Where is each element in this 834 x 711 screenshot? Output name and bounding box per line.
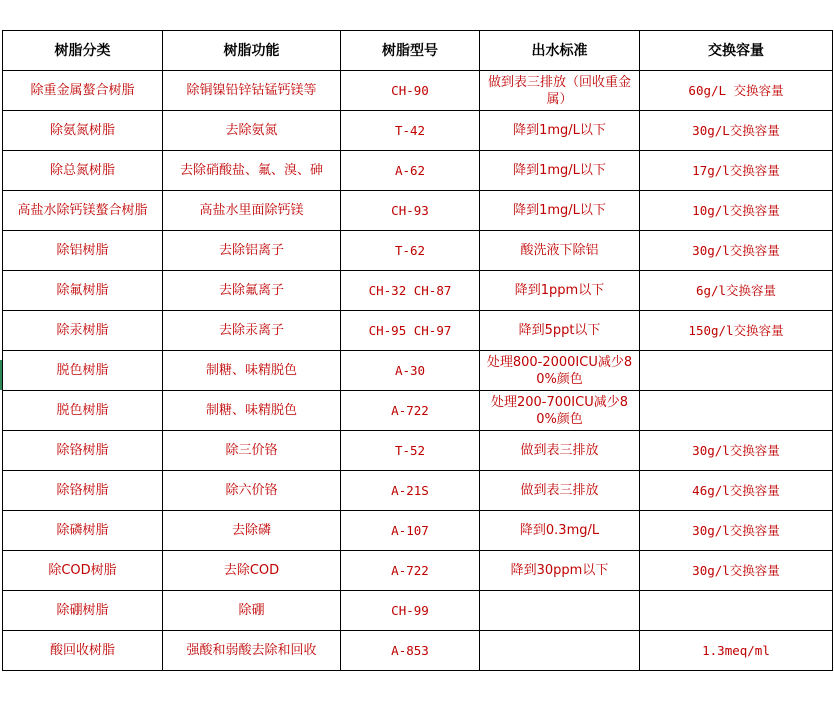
cell-effluent-standard[interactable]: 降到5ppt以下 [480, 311, 640, 351]
cell-exchange-capacity[interactable] [640, 391, 833, 431]
cell-exchange-capacity[interactable]: 30g/l交换容量 [640, 511, 833, 551]
cell-resin-category[interactable]: 酸回收树脂 [3, 631, 163, 671]
cell-exchange-capacity[interactable]: 30g/l交换容量 [640, 431, 833, 471]
table-row [3, 311, 833, 351]
cell-resin-model[interactable]: CH-99 [341, 591, 480, 631]
cell-exchange-capacity[interactable] [640, 351, 833, 391]
cell-resin-category[interactable]: 除氨氮树脂 [3, 111, 163, 151]
cell-resin-category[interactable]: 除汞树脂 [3, 311, 163, 351]
cell-resin-function[interactable]: 除铜镍铅锌钴锰钙镁等 [163, 71, 341, 111]
cell-resin-model[interactable]: CH-90 [341, 71, 480, 111]
cell-exchange-capacity[interactable]: 46g/l交换容量 [640, 471, 833, 511]
cell-resin-model[interactable]: A-30 [341, 351, 480, 391]
cell-resin-category[interactable]: 除重金属螯合树脂 [3, 71, 163, 111]
header-cell-resin-category[interactable]: 树脂分类 [3, 31, 163, 71]
cell-exchange-capacity[interactable] [640, 591, 833, 631]
cell-resin-model[interactable]: A-722 [341, 551, 480, 591]
resin-table [2, 30, 833, 671]
cell-resin-function[interactable]: 除六价铬 [163, 471, 341, 511]
cell-exchange-capacity[interactable]: 10g/l交换容量 [640, 191, 833, 231]
cell-resin-category[interactable]: 除磷树脂 [3, 511, 163, 551]
header-cell-resin-model[interactable]: 树脂型号 [341, 31, 480, 71]
cell-resin-category[interactable]: 除铬树脂 [3, 431, 163, 471]
cell-effluent-standard[interactable]: 降到1mg/L以下 [480, 151, 640, 191]
header-cell-resin-function[interactable]: 树脂功能 [163, 31, 341, 71]
cell-effluent-standard[interactable]: 做到表三排放 [480, 471, 640, 511]
table-row [3, 271, 833, 311]
cell-resin-category[interactable]: 脱色树脂 [3, 351, 163, 391]
cell-effluent-standard[interactable] [480, 591, 640, 631]
cell-effluent-standard[interactable]: 酸洗液下除铝 [480, 231, 640, 271]
table-row [3, 431, 833, 471]
cell-resin-function[interactable]: 去除氨氮 [163, 111, 341, 151]
cell-resin-function[interactable]: 去除汞离子 [163, 311, 341, 351]
cell-exchange-capacity[interactable]: 1.3meq/ml [640, 631, 833, 671]
table-row [3, 151, 833, 191]
cell-resin-model[interactable]: CH-32 CH-87 [341, 271, 480, 311]
cell-effluent-standard[interactable]: 处理800-2000ICU减少80%颜色 [480, 351, 640, 391]
cell-resin-category[interactable]: 除硼树脂 [3, 591, 163, 631]
cell-resin-function[interactable]: 除硼 [163, 591, 341, 631]
cell-resin-function[interactable]: 强酸和弱酸去除和回收 [163, 631, 341, 671]
header-row [3, 31, 833, 71]
header-cell-exchange-capacity[interactable]: 交换容量 [640, 31, 833, 71]
cell-effluent-standard[interactable]: 降到1mg/L以下 [480, 111, 640, 151]
cell-resin-model[interactable]: A-722 [341, 391, 480, 431]
table-row [3, 111, 833, 151]
table-row [3, 231, 833, 271]
table-row [3, 511, 833, 551]
cell-resin-function[interactable]: 去除磷 [163, 511, 341, 551]
cell-resin-function[interactable]: 制糖、味精脱色 [163, 351, 341, 391]
table-row [3, 471, 833, 511]
cell-resin-category[interactable]: 除COD树脂 [3, 551, 163, 591]
cell-resin-model[interactable]: A-107 [341, 511, 480, 551]
cell-resin-function[interactable]: 高盐水里面除钙镁 [163, 191, 341, 231]
cell-resin-category[interactable]: 除铬树脂 [3, 471, 163, 511]
cell-resin-function[interactable]: 去除硝酸盐、氟、溴、砷 [163, 151, 341, 191]
cell-effluent-standard[interactable]: 降到1mg/L以下 [480, 191, 640, 231]
cell-effluent-standard[interactable]: 处理200-700ICU减少80%颜色 [480, 391, 640, 431]
table-row [3, 351, 833, 391]
cell-resin-model[interactable]: T-62 [341, 231, 480, 271]
cell-resin-category[interactable]: 脱色树脂 [3, 391, 163, 431]
cell-resin-model[interactable]: CH-95 CH-97 [341, 311, 480, 351]
header-cell-effluent-standard[interactable]: 出水标准 [480, 31, 640, 71]
cell-exchange-capacity[interactable]: 6g/l交换容量 [640, 271, 833, 311]
cell-resin-function[interactable]: 去除氟离子 [163, 271, 341, 311]
cell-resin-model[interactable]: A-62 [341, 151, 480, 191]
cell-resin-model[interactable]: CH-93 [341, 191, 480, 231]
cell-exchange-capacity[interactable]: 30g/l交换容量 [640, 231, 833, 271]
cell-resin-function[interactable]: 去除铝离子 [163, 231, 341, 271]
cell-resin-category[interactable]: 除铝树脂 [3, 231, 163, 271]
cell-effluent-standard[interactable]: 做到表三排放 [480, 431, 640, 471]
cell-resin-category[interactable]: 除氟树脂 [3, 271, 163, 311]
cell-effluent-standard[interactable]: 做到表三排放（回收重金属） [480, 71, 640, 111]
cell-resin-category[interactable]: 高盐水除钙镁螯合树脂 [3, 191, 163, 231]
cell-exchange-capacity[interactable]: 150g/l交换容量 [640, 311, 833, 351]
cell-exchange-capacity[interactable]: 30g/l交换容量 [640, 551, 833, 591]
cell-resin-model[interactable]: A-21S [341, 471, 480, 511]
cell-effluent-standard[interactable]: 降到0.3mg/L [480, 511, 640, 551]
cell-resin-function[interactable]: 去除COD [163, 551, 341, 591]
cell-exchange-capacity[interactable]: 60g/L 交换容量 [640, 71, 833, 111]
table-row [3, 391, 833, 431]
table-row [3, 551, 833, 591]
cell-effluent-standard[interactable] [480, 631, 640, 671]
cell-effluent-standard[interactable]: 降到1ppm以下 [480, 271, 640, 311]
table-row [3, 631, 833, 671]
table-row [3, 71, 833, 111]
cell-exchange-capacity[interactable]: 17g/l交换容量 [640, 151, 833, 191]
cell-resin-function[interactable]: 制糖、味精脱色 [163, 391, 341, 431]
table-row [3, 591, 833, 631]
cell-effluent-standard[interactable]: 降到30ppm以下 [480, 551, 640, 591]
cell-resin-category[interactable]: 除总氮树脂 [3, 151, 163, 191]
cell-resin-model[interactable]: T-42 [341, 111, 480, 151]
cell-resin-model[interactable]: A-853 [341, 631, 480, 671]
cell-exchange-capacity[interactable]: 30g/L交换容量 [640, 111, 833, 151]
table-body [3, 71, 833, 671]
cell-resin-model[interactable]: T-52 [341, 431, 480, 471]
table-row [3, 191, 833, 231]
cell-resin-function[interactable]: 除三价铬 [163, 431, 341, 471]
